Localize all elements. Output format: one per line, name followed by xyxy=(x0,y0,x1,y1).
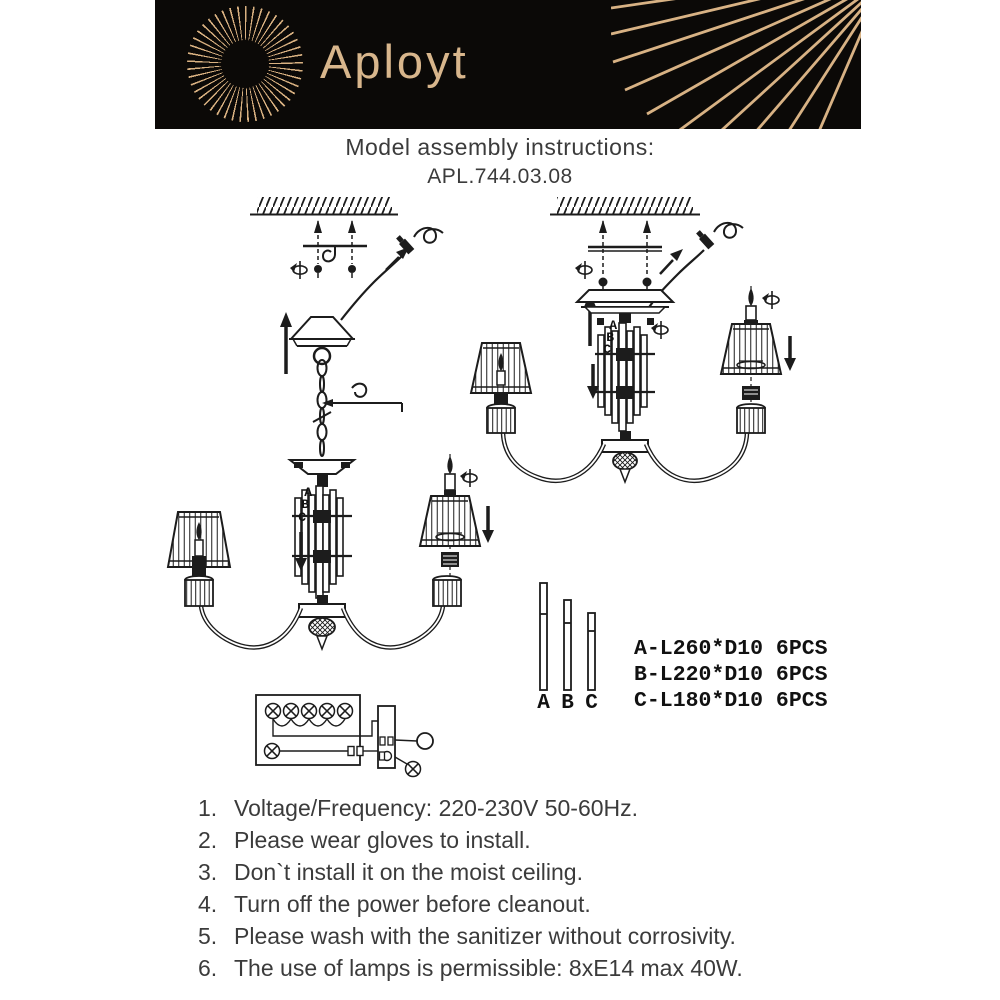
column-label-b: B xyxy=(606,330,614,345)
column-label-c: C xyxy=(298,510,306,525)
ceiling xyxy=(250,197,398,215)
ceiling-hook xyxy=(323,246,335,261)
lamp-wires xyxy=(273,719,378,736)
supply-wire xyxy=(341,228,443,320)
rod-b xyxy=(564,600,571,690)
brand-banner xyxy=(155,0,861,129)
instruction-text: Don`t install it on the moist ceiling. xyxy=(234,859,583,885)
instruction-item-3 xyxy=(198,859,743,886)
rotate-indicator xyxy=(290,261,307,279)
instruction-text: Voltage/Frequency: 220-230V 50-60Hz. xyxy=(234,795,639,821)
rod-label-c: C xyxy=(585,692,598,715)
rod-parts xyxy=(537,583,827,715)
parts-list xyxy=(634,637,828,713)
instruction-item-2 xyxy=(198,827,743,854)
chain xyxy=(313,360,331,456)
brand-name: Aployt xyxy=(320,35,469,88)
part-spec-c: C-L180*D10 6PCS xyxy=(634,689,828,713)
left-assembly-diagram xyxy=(168,197,494,649)
left-lamp xyxy=(168,512,230,606)
mounting-screws xyxy=(303,220,367,278)
canopy-ring xyxy=(314,348,330,364)
up-arrow xyxy=(280,312,292,374)
candle-cup xyxy=(737,408,765,433)
candle-bulb xyxy=(746,306,756,320)
ceiling xyxy=(550,197,700,215)
rotate-indicator xyxy=(762,291,779,309)
candle-bulb xyxy=(445,474,455,490)
title-block xyxy=(0,134,1000,189)
single-lamp xyxy=(265,744,379,759)
rays xyxy=(611,0,861,129)
mounting-screws xyxy=(588,220,662,292)
rotate-indicator xyxy=(460,469,477,487)
right-lamp-exploded xyxy=(420,454,494,606)
lampshade xyxy=(420,496,480,546)
column-label-b: B xyxy=(301,497,309,512)
rod-a xyxy=(540,583,547,690)
part-spec-b: B-L220*D10 6PCS xyxy=(634,663,828,687)
column-label-a: A xyxy=(609,318,617,333)
attach-clip-note xyxy=(322,384,402,412)
lampshade xyxy=(721,324,781,374)
candle-flame xyxy=(447,456,452,474)
instruction-number: 4. xyxy=(198,891,218,917)
candle-cup xyxy=(433,580,461,606)
instruction-number: 6. xyxy=(198,955,218,981)
canopy xyxy=(289,317,355,364)
socket xyxy=(742,386,760,400)
instruction-number: 5. xyxy=(198,923,218,949)
right-assembly-diagram xyxy=(471,197,796,482)
instruction-text: The use of lamps is permissible: 8xE14 max 40W. xyxy=(234,955,743,981)
mains-connection xyxy=(395,733,433,777)
down-arrow xyxy=(482,506,494,543)
instruction-item-1 xyxy=(198,795,743,822)
finial-ball xyxy=(309,618,335,636)
lamp-symbols xyxy=(266,704,353,719)
instruction-number: 2. xyxy=(198,827,218,853)
column-label-c: C xyxy=(603,342,611,357)
rotate-indicator xyxy=(575,261,592,279)
instruction-number: 3. xyxy=(198,859,218,885)
model-number: APL.744.03.08 xyxy=(427,165,573,188)
down-arrow xyxy=(784,336,796,371)
rod-label-b: B xyxy=(561,692,574,715)
instruction-text: Please wear gloves to install. xyxy=(234,827,531,853)
instruction-text: Turn off the power before cleanout. xyxy=(234,891,591,917)
page-title: Model assembly instructions: xyxy=(345,134,655,160)
left-lamp xyxy=(471,343,531,433)
finial-ball xyxy=(613,453,637,470)
center-column xyxy=(290,460,354,649)
part-spec-a: A-L260*D10 6PCS xyxy=(634,637,828,661)
candle-flame xyxy=(748,288,753,306)
instruction-item-4 xyxy=(198,891,743,918)
rod-c xyxy=(588,613,595,690)
instruction-number: 1. xyxy=(198,795,218,821)
terminal-block xyxy=(378,706,395,768)
candle-cup xyxy=(185,580,213,606)
column-label-a: A xyxy=(304,485,312,500)
corner-rays-decoration xyxy=(611,0,861,129)
candle-cup xyxy=(487,408,515,433)
rod-label-a: A xyxy=(537,692,550,715)
instruction-text: Please wash with the sanitizer without corrosivity. xyxy=(234,923,736,949)
instruction-item-6 xyxy=(198,955,743,982)
wiring-diagram xyxy=(256,695,433,777)
instructions-list xyxy=(198,795,743,987)
assembly-diagrams xyxy=(0,190,1000,810)
instruction-item-5 xyxy=(198,923,743,950)
right-lamp-exploded xyxy=(721,286,796,433)
sunburst-logo-icon xyxy=(187,6,303,122)
wire-arrow xyxy=(386,257,399,270)
